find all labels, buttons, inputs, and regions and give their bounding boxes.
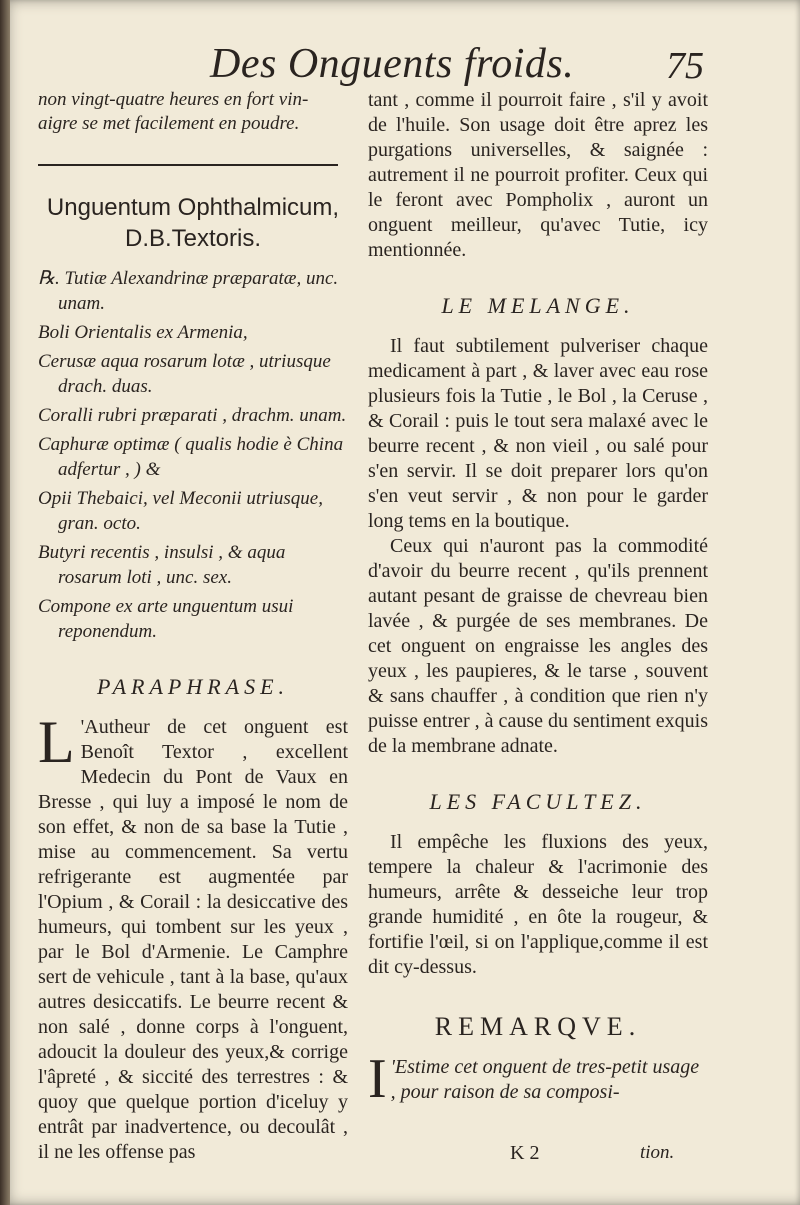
melange-paragraph-1: Il faut subtilement pulveriser chaque medicament à part , & laver avec eau rose plusieurs fois la Tutie , le Bol , la Ceruse , & Corail : puis le tout sera malaxé avec le beurre recent , & non vieil , ou salé pour s'en servir. Il se doit preparer lors qu'on s'en veut servir , & non pour le garder long tems en la boutique. [368,335,708,532]
recipe-line: Caphuræ optimæ ( qualis hodie è China adfertur , ) & [38,434,344,480]
remarque-text: 'Estime cet onguent de tres-petit usage , pour raison de sa composi- [390,1056,700,1103]
drop-cap: I [368,1048,387,1110]
book-spine [0,0,10,1205]
recipe-line: Butyri recentis , insulsi , & aqua rosarum loti , unc. sex. [38,542,286,588]
recipe-line: ℞. Tutiæ Alexandrinæ præparatæ, unc. unam. [38,268,339,314]
recipe-heading-line-2: D.B.Textoris. [124,225,262,252]
remarque-body [368,1048,708,1110]
facultez-heading: LES FACULTEZ. [429,789,647,814]
running-title: Des Onguents froids. [210,41,575,87]
catchword: tion. [640,1142,675,1163]
page-number: 75 [666,45,704,87]
paraphrase-body [38,709,348,1165]
right-column [368,88,708,1110]
remarque-heading: REMARQVE. [434,1012,642,1041]
recipe-heading [38,192,348,254]
continued-text-line-2: aigre se met facilement en poudre. [38,113,300,134]
drop-cap: L [38,709,75,775]
recipe-line: Coralli rubri præparati , drachm. unam. [38,405,347,426]
recipe-line: Boli Orientalis ex Armenia, [38,322,248,343]
running-header [0,36,800,96]
recipe-line: Cerusæ aqua rosarum lotæ , utriusque drach. duas. [38,351,331,397]
facultez-paragraph: Il empêche les fluxions des yeux, tempere la chaleur & l'acrimonie des humeurs, arrête & desseiche leur trop grande humidité , en ôte la rougeur, & fortifie l'œil, si on l'applique,comme il est dit cy-dessus. [368,831,708,978]
melange-heading: LE MELANGE. [441,293,635,318]
section-divider [38,164,338,166]
recipe-line: Opii Thebaici, vel Meconii utriusque, gran. octo. [38,488,323,534]
recipe-line: Compone ex arte unguentum usui reponendum. [38,596,294,642]
continued-text-line-1: non vingt-quatre heures en fort vin- [38,89,309,110]
paraphrase-heading: PARAPHRASE. [96,674,290,699]
recipe-list [38,266,348,644]
continued-paragraph: tant , comme il pourroit faire , s'il y avoit de l'huile. Son usage doit être aprez les purgations universelles, & saignée : autrement il ne pourroit profiter. Ceux qui le feront avec Pompholix , auront un onguent meilleur, qu'avec Tutie, icy mentionnée. [368,89,708,261]
left-column [38,88,348,1165]
recipe-heading-line-1: Unguentum Ophthalmicum, [46,194,340,221]
paraphrase-text: 'Autheur de cet onguent est Benoît Textor , excellent Medecin du Pont de Vaux en Bresse , qui luy a imposé le nom de son effet, & non de sa base la Tutie , mise au commencement. Sa vertu refrigerante est augmentée par l'Opium , & Corail : la desiccative des humeurs, qui tombent sur les yeux , par le Bol d'Armenie. Le Camphre sert de vehicule , tant à la base, qu'aux autres desiccatifs. Le beurre recent & non salé , donne corps à l'onguent, adoucit la douleur des yeux,& corrige l'âpreté , & siccité des terrestres : & quoy que quelque portion d'iceluy y entrât par inadvertence, ou decoulât , il ne les offense pas [38,716,348,1163]
melange-paragraph-2: Ceux qui n'auront pas la commodité d'avoir du beurre recent , qu'ils prennent autant pesant de graisse de chevreau bien lavée , & purgée de ses membranes. De cet onguent on engraisse les angles des yeux , les paupieres, & le tarse , souvent & sans chauffer , à condition que rien n'y puisse entrer , à cause du sentiment exquis de la membrane adnate. [368,535,708,757]
signature-mark: K 2 [510,1142,540,1164]
